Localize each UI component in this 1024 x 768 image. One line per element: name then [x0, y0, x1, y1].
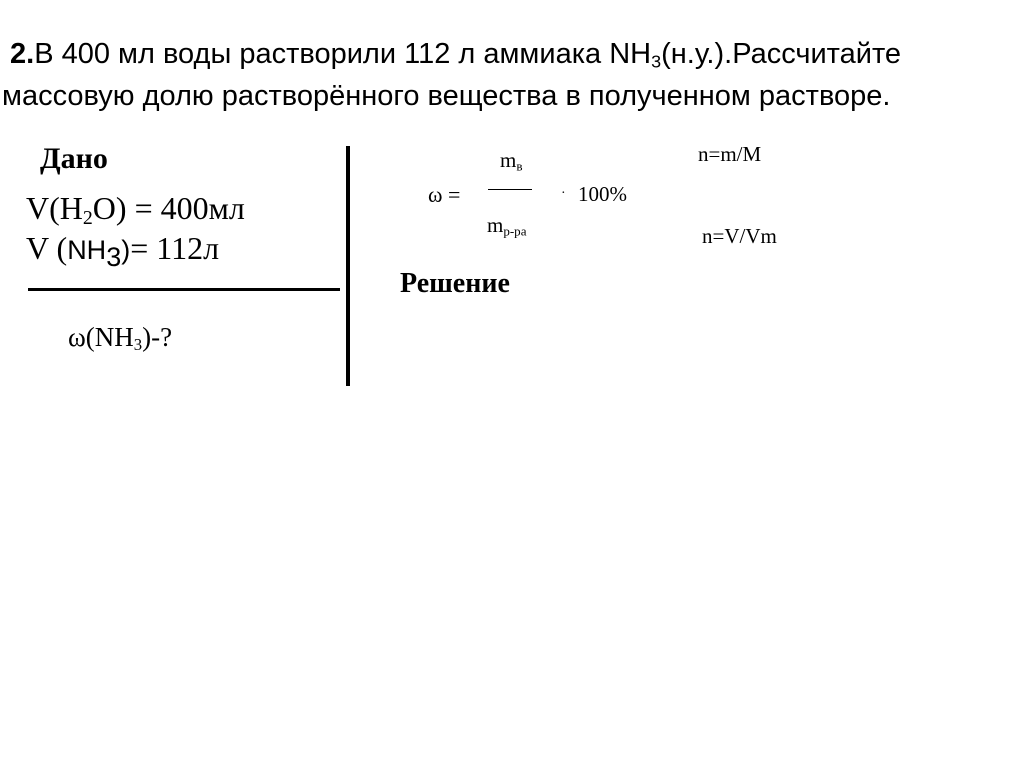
given-subscript: 2 [82, 206, 93, 229]
given-text-part: V(H [26, 190, 83, 226]
formula-symbol: m [487, 213, 504, 237]
given-volume-water [26, 190, 245, 227]
formula-symbol: m [500, 148, 517, 172]
given-volume-ammonia [26, 230, 220, 272]
find-subscript: 3 [133, 335, 143, 355]
solution-heading: Решение [400, 268, 510, 299]
formula-subscript: в [516, 158, 523, 174]
problem-statement-line-1 [10, 38, 901, 71]
problem-subscript: 3 [651, 51, 662, 72]
given-divider [28, 288, 340, 291]
problem-text-part: (н.у.).Рассчитайте [661, 38, 902, 70]
formula-moles-volume: n=V/Vm [702, 224, 777, 248]
find-mass-fraction [68, 322, 172, 353]
given-formula: NH [67, 235, 107, 265]
given-heading: Дано [40, 142, 108, 175]
problem-number: 2. [10, 38, 35, 70]
problem-statement-line-2: массовую долю растворённого вещества в полученном растворе. [2, 80, 891, 112]
formula-fraction-bar [488, 189, 532, 190]
formula-multiply-dot: · [561, 186, 566, 201]
given-text-part: = 112л [130, 230, 220, 266]
formula-percent: 100% [578, 182, 627, 206]
formula-denominator [487, 213, 526, 238]
find-text-part: )-? [142, 322, 173, 352]
problem-text-part: В 400 мл воды растворили 112 л аммиака NH [34, 38, 652, 70]
find-text-part: ω(NH [68, 322, 134, 352]
formula-omega: ω = [428, 182, 461, 207]
given-text-part: V ( [26, 230, 68, 266]
given-subscript: 3 [106, 241, 122, 272]
formula-numerator [500, 148, 523, 173]
formula-subscript: р-ра [503, 223, 527, 239]
formula-moles-mass: n=m/M [698, 142, 762, 166]
vertical-divider [346, 146, 350, 386]
given-text-part: ) [121, 235, 131, 265]
given-text-part: O) = 400мл [92, 190, 245, 226]
